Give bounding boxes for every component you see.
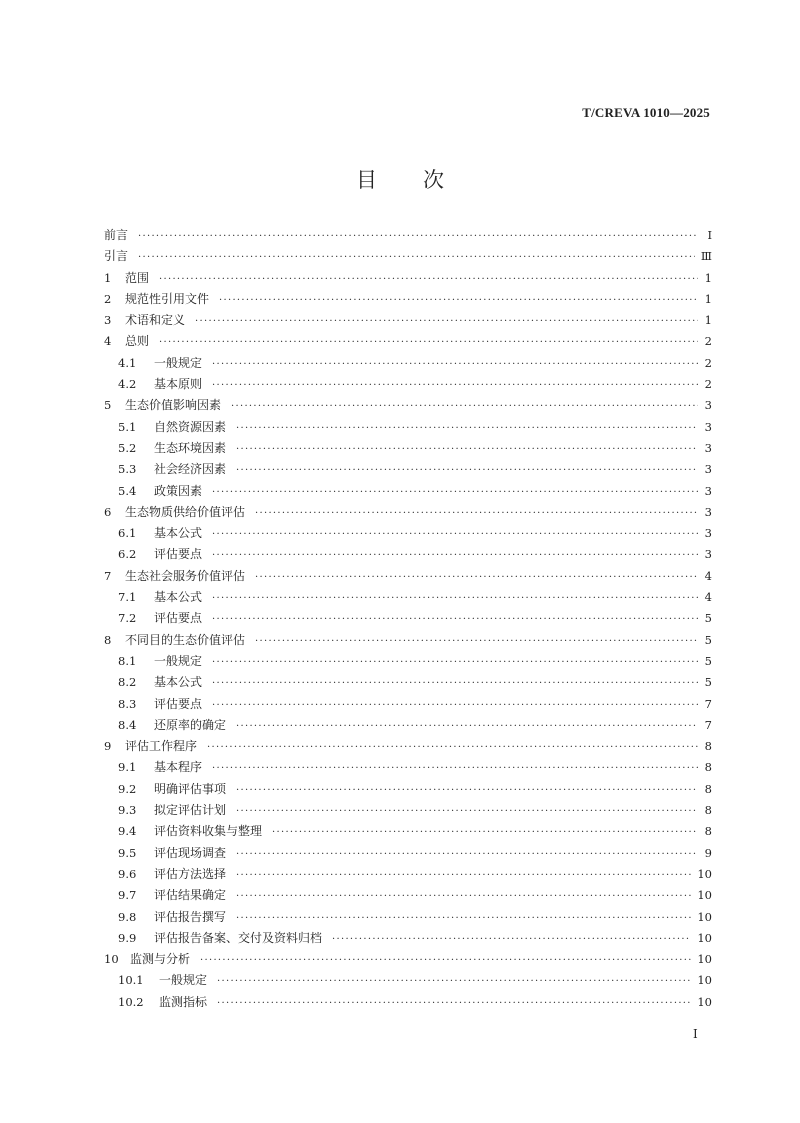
dot-leader — [236, 418, 698, 439]
toc-entry-label: 基本公式 — [154, 675, 203, 690]
toc-entry-page: 3 — [704, 462, 712, 477]
toc-entry-label: 生态物质供给价值评估 — [125, 504, 246, 519]
toc-entry-page: 3 — [704, 483, 712, 498]
dot-leader — [236, 460, 698, 481]
toc-entry[interactable] — [104, 694, 712, 715]
toc-entry-label: 政策因素 — [154, 483, 203, 498]
toc-entry-page: 8 — [704, 824, 712, 839]
toc-entry[interactable] — [104, 800, 712, 821]
dot-leader — [236, 908, 691, 929]
toc-entry-number: 9.1 — [118, 760, 137, 775]
toc-entry-label: 评估现场调查 — [154, 845, 227, 860]
toc-entry-number: 8.3 — [118, 696, 137, 711]
toc-entry-page: 2 — [704, 334, 712, 349]
toc-entry-label: 一般规定 — [154, 355, 203, 370]
dot-leader — [212, 524, 698, 545]
dot-leader — [332, 929, 691, 950]
toc-entry-number: 2 — [104, 291, 112, 306]
toc-entry-number: 9.2 — [118, 781, 137, 796]
toc-entry-number: 8 — [104, 632, 112, 647]
toc-entry-number: 5 — [104, 398, 112, 413]
toc-entry[interactable] — [104, 885, 712, 906]
toc-entry-number: 3 — [104, 313, 112, 328]
dot-leader — [212, 609, 698, 630]
toc-entry-page: 2 — [704, 377, 712, 392]
toc-entry-label: 评估结果确定 — [154, 888, 227, 903]
toc-entry-page: 3 — [704, 419, 712, 434]
toc-entry-number: 4.2 — [118, 377, 137, 392]
toc-entry-label: 不同目的生态价值评估 — [125, 632, 246, 647]
toc-entry-page: 10 — [697, 930, 712, 945]
toc-entry[interactable] — [104, 992, 712, 1013]
toc-entry-label: 监测与分析 — [130, 952, 191, 967]
toc-entry[interactable] — [104, 544, 712, 565]
toc-entry-label: 评估要点 — [154, 696, 203, 711]
standard-code: T/CREVA 1010—2025 — [582, 105, 710, 120]
dot-leader — [236, 439, 698, 460]
dot-leader — [212, 375, 698, 396]
dot-leader — [212, 652, 698, 673]
toc-entry[interactable] — [104, 417, 712, 438]
toc-entry-number: 8.1 — [118, 653, 137, 668]
toc-entry-page: 5 — [704, 675, 712, 690]
toc-entry-page: 1 — [704, 270, 712, 285]
dot-leader — [212, 758, 698, 779]
dot-leader — [236, 865, 691, 886]
toc-entry-label: 自然资源因素 — [154, 419, 227, 434]
toc-entry[interactable] — [104, 821, 712, 842]
toc-entry-number: 5.4 — [118, 483, 137, 498]
toc-entry[interactable] — [104, 779, 712, 800]
page-title: 目次 — [356, 168, 490, 192]
toc-entry-number: 5.1 — [118, 419, 137, 434]
toc-entry-number: 5.3 — [118, 462, 137, 477]
toc-entry-page: 3 — [704, 398, 712, 413]
toc-entry-label: 术语和定义 — [125, 313, 186, 328]
toc-entry[interactable] — [104, 225, 712, 246]
toc-entry-label: 评估工作程序 — [125, 739, 198, 754]
toc-entry[interactable] — [104, 459, 712, 480]
dot-leader — [236, 716, 698, 737]
dot-leader — [255, 567, 698, 588]
dot-leader — [255, 503, 698, 524]
toc-entry-label: 评估资料收集与整理 — [154, 824, 263, 839]
toc-entry-label: 范围 — [125, 270, 150, 285]
dot-leader — [236, 886, 691, 907]
dot-leader — [255, 631, 698, 652]
toc-entry-number: 7 — [104, 568, 112, 583]
toc-entry-label: 引言 — [104, 249, 129, 264]
toc-entry-label: 生态环境因素 — [154, 440, 227, 455]
toc-entry-page: 3 — [704, 440, 712, 455]
toc-entry-number: 10.1 — [118, 973, 144, 988]
toc-entry-label: 基本公式 — [154, 590, 203, 605]
dot-leader — [272, 822, 698, 843]
dot-leader — [236, 801, 698, 822]
toc-entry-page: 8 — [704, 803, 712, 818]
toc-entry[interactable] — [104, 757, 712, 778]
table-of-contents — [104, 225, 712, 1013]
toc-entry-page: 7 — [704, 717, 712, 732]
toc-entry[interactable] — [104, 736, 712, 757]
toc-entry-label: 社会经济因素 — [154, 462, 227, 477]
toc-entry-number: 7.1 — [118, 590, 137, 605]
toc-entry-page: 3 — [704, 504, 712, 519]
toc-entry-page: 3 — [704, 547, 712, 562]
toc-entry-page: 9 — [704, 845, 712, 860]
toc-entry-page: 8 — [704, 760, 712, 775]
toc-entry-page: 8 — [704, 739, 712, 754]
toc-entry-label: 一般规定 — [154, 653, 203, 668]
toc-entry[interactable] — [104, 651, 712, 672]
toc-entry-label: 明确评估事项 — [154, 781, 227, 796]
toc-entry[interactable] — [104, 523, 712, 544]
toc-entry-label: 基本原则 — [154, 377, 203, 392]
toc-entry-number: 9.9 — [118, 930, 137, 945]
toc-entry-label: 评估方法选择 — [154, 866, 227, 881]
toc-entry[interactable] — [104, 843, 712, 864]
toc-entry-number: 4.1 — [118, 355, 137, 370]
dot-leader — [138, 226, 698, 247]
toc-entry-page: Ⅲ — [700, 249, 712, 264]
toc-entry[interactable] — [104, 438, 712, 459]
toc-entry-label: 监测指标 — [159, 994, 208, 1009]
toc-entry-number: 9.5 — [118, 845, 137, 860]
dot-leader — [159, 269, 698, 290]
page-number: Ⅰ — [693, 1027, 698, 1041]
toc-entry-number: 9.7 — [118, 888, 137, 903]
toc-entry-label: 生态价值影响因素 — [125, 398, 222, 413]
toc-entry-page: 4 — [704, 590, 712, 605]
toc-entry-number: 5.2 — [118, 440, 137, 455]
toc-entry-page: 4 — [704, 568, 712, 583]
toc-entry-number: 9.4 — [118, 824, 137, 839]
toc-entry[interactable] — [104, 864, 712, 885]
toc-entry[interactable] — [104, 268, 712, 289]
toc-entry[interactable] — [104, 630, 712, 651]
toc-entry[interactable] — [104, 672, 712, 693]
toc-entry-label: 基本程序 — [154, 760, 203, 775]
toc-entry-page: 10 — [697, 909, 712, 924]
toc-entry-label: 规范性引用文件 — [125, 291, 210, 306]
dot-leader — [212, 545, 698, 566]
toc-entry[interactable] — [104, 715, 712, 736]
toc-entry-label: 评估报告撰写 — [154, 909, 227, 924]
toc-entry-number: 9.8 — [118, 909, 137, 924]
toc-entry-number: 10.2 — [118, 994, 144, 1009]
toc-entry[interactable] — [104, 907, 712, 928]
dot-leader — [212, 482, 698, 503]
toc-entry-page: 10 — [697, 973, 712, 988]
toc-entry-number: 1 — [104, 270, 112, 285]
toc-entry-label: 拟定评估计划 — [154, 803, 227, 818]
toc-entry[interactable] — [104, 331, 712, 352]
toc-entry-number: 9.3 — [118, 803, 137, 818]
toc-entry-number: 6 — [104, 504, 112, 519]
toc-entry[interactable] — [104, 970, 712, 991]
dot-leader — [212, 695, 698, 716]
toc-entry[interactable] — [104, 502, 712, 523]
dot-leader — [138, 247, 695, 268]
toc-entry[interactable] — [104, 289, 712, 310]
toc-entry-page: 10 — [697, 952, 712, 967]
toc-entry-page: 3 — [704, 526, 712, 541]
dot-leader — [195, 311, 698, 332]
toc-entry[interactable] — [104, 395, 712, 416]
toc-entry-page: 10 — [697, 994, 712, 1009]
toc-entry-page: 5 — [704, 611, 712, 626]
toc-entry[interactable] — [104, 374, 712, 395]
dot-leader — [219, 290, 698, 311]
toc-entry-number: 7.2 — [118, 611, 137, 626]
dot-leader — [207, 737, 698, 758]
toc-entry-number: 6.2 — [118, 547, 137, 562]
toc-entry-number: 9.6 — [118, 866, 137, 881]
toc-entry-label: 前言 — [104, 228, 129, 242]
toc-entry-label: 评估报告备案、交付及资料归档 — [154, 930, 323, 945]
dot-leader — [236, 844, 698, 865]
dot-leader — [231, 396, 698, 417]
dot-leader — [159, 332, 698, 353]
toc-entry-number: 9 — [104, 739, 112, 754]
toc-entry-number: 10 — [104, 952, 119, 967]
toc-entry-number: 8.2 — [118, 675, 137, 690]
toc-entry[interactable] — [104, 566, 712, 587]
toc-entry-label: 评估要点 — [154, 611, 203, 626]
toc-entry-page: 5 — [704, 632, 712, 647]
dot-leader — [217, 971, 691, 992]
dot-leader — [212, 354, 698, 375]
toc-entry-label: 评估要点 — [154, 547, 203, 562]
toc-entry[interactable] — [104, 608, 712, 629]
toc-entry-page: Ⅰ — [707, 228, 712, 242]
toc-entry-label: 基本公式 — [154, 526, 203, 541]
toc-entry-label: 生态社会服务价值评估 — [125, 568, 246, 583]
toc-entry-number: 8.4 — [118, 717, 137, 732]
dot-leader — [200, 950, 691, 971]
toc-entry-page: 10 — [697, 888, 712, 903]
toc-entry-page: 10 — [697, 866, 712, 881]
toc-entry-number: 4 — [104, 334, 112, 349]
toc-entry[interactable] — [104, 353, 712, 374]
toc-entry[interactable] — [104, 587, 712, 608]
toc-entry-number: 6.1 — [118, 526, 137, 541]
toc-entry[interactable] — [104, 310, 712, 331]
toc-entry[interactable] — [104, 949, 712, 970]
toc-entry-label: 一般规定 — [159, 973, 208, 988]
dot-leader — [212, 588, 698, 609]
dot-leader — [212, 673, 698, 694]
dot-leader — [217, 993, 691, 1014]
toc-entry-page: 7 — [704, 696, 712, 711]
dot-leader — [236, 780, 698, 801]
toc-entry[interactable] — [104, 246, 712, 267]
toc-entry-page: 2 — [704, 355, 712, 370]
toc-entry[interactable] — [104, 481, 712, 502]
toc-entry[interactable] — [104, 928, 712, 949]
toc-entry-page: 5 — [704, 653, 712, 668]
toc-entry-page: 1 — [704, 313, 712, 328]
toc-entry-label: 总则 — [125, 334, 150, 349]
toc-entry-label: 还原率的确定 — [154, 717, 227, 732]
toc-entry-page: 8 — [704, 781, 712, 796]
toc-entry-page: 1 — [704, 291, 712, 306]
